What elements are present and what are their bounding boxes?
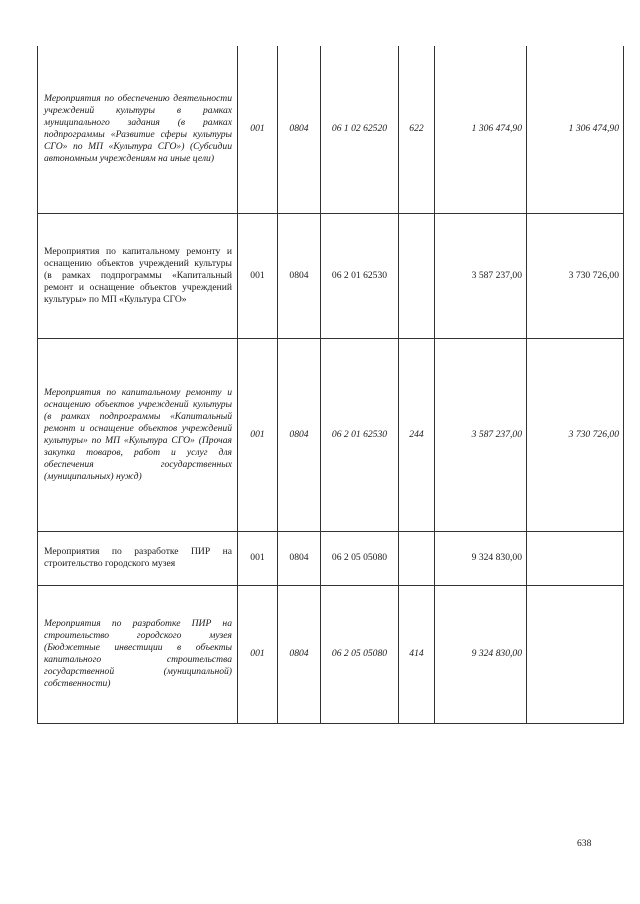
row-ministry-code: 001 <box>238 46 278 213</box>
row-name: Мероприятия по обеспечению деятельности учреждений культуры в рамках муниципального задания (в рамках подпрограммы «Развитие сферы культуры СГО» по МП «Культура СГО») (Субсидии автономным учреждениям на иные цели) <box>38 46 238 213</box>
row-amount-1: 9 324 830,00 <box>435 531 527 585</box>
row-section-code: 0804 <box>278 213 321 338</box>
table-row <box>38 213 624 338</box>
table-row <box>38 46 624 213</box>
row-amount-1: 3 587 237,00 <box>435 213 527 338</box>
row-ministry-code: 001 <box>238 585 278 723</box>
row-name: Мероприятия по капитальному ремонту и оснащению объектов учреждений культуры (в рамках подпрограммы «Капитальный ремонт и оснащение объектов учреждений культуры» по МП «Культура СГО» <box>38 213 238 338</box>
row-section-code: 0804 <box>278 531 321 585</box>
row-article-code: 06 2 01 62530 <box>321 213 399 338</box>
row-amount-1: 3 587 237,00 <box>435 338 527 531</box>
row-section-code: 0804 <box>278 46 321 213</box>
row-name: Мероприятия по разработке ПИР на строительство городского музея <box>38 531 238 585</box>
table-row <box>38 531 624 585</box>
row-amount-2 <box>527 531 624 585</box>
budget-table <box>37 46 624 724</box>
row-section-code: 0804 <box>278 585 321 723</box>
row-amount-1: 1 306 474,90 <box>435 46 527 213</box>
row-expense-type: 414 <box>399 585 435 723</box>
row-ministry-code: 001 <box>238 531 278 585</box>
row-article-code: 06 1 02 62520 <box>321 46 399 213</box>
row-ministry-code: 001 <box>238 213 278 338</box>
row-amount-2: 3 730 726,00 <box>527 338 624 531</box>
row-expense-type <box>399 531 435 585</box>
row-name: Мероприятия по разработке ПИР на строительство городского музея (Бюджетные инвестиции в объекты капитального строительства государственной (муниципальной) собственности) <box>38 585 238 723</box>
table-row <box>38 585 624 723</box>
row-amount-2: 3 730 726,00 <box>527 213 624 338</box>
row-article-code: 06 2 01 62530 <box>321 338 399 531</box>
row-amount-2: 1 306 474,90 <box>527 46 624 213</box>
row-article-code: 06 2 05 05080 <box>321 585 399 723</box>
row-amount-1: 9 324 830,00 <box>435 585 527 723</box>
row-name: Мероприятия по капитальному ремонту и оснащению объектов учреждений культуры (в рамках подпрограммы «Капитальный ремонт и оснащение объектов учреждений культуры» по МП «Культура СГО» (Прочая закупка товаров, работ и услуг для обеспечения государственных (муниципальных) нужд) <box>38 338 238 531</box>
row-amount-2 <box>527 585 624 723</box>
table-row <box>38 338 624 531</box>
row-article-code: 06 2 05 05080 <box>321 531 399 585</box>
page-number: 638 <box>577 838 592 849</box>
row-expense-type: 622 <box>399 46 435 213</box>
row-section-code: 0804 <box>278 338 321 531</box>
row-ministry-code: 001 <box>238 338 278 531</box>
row-expense-type <box>399 213 435 338</box>
row-expense-type: 244 <box>399 338 435 531</box>
